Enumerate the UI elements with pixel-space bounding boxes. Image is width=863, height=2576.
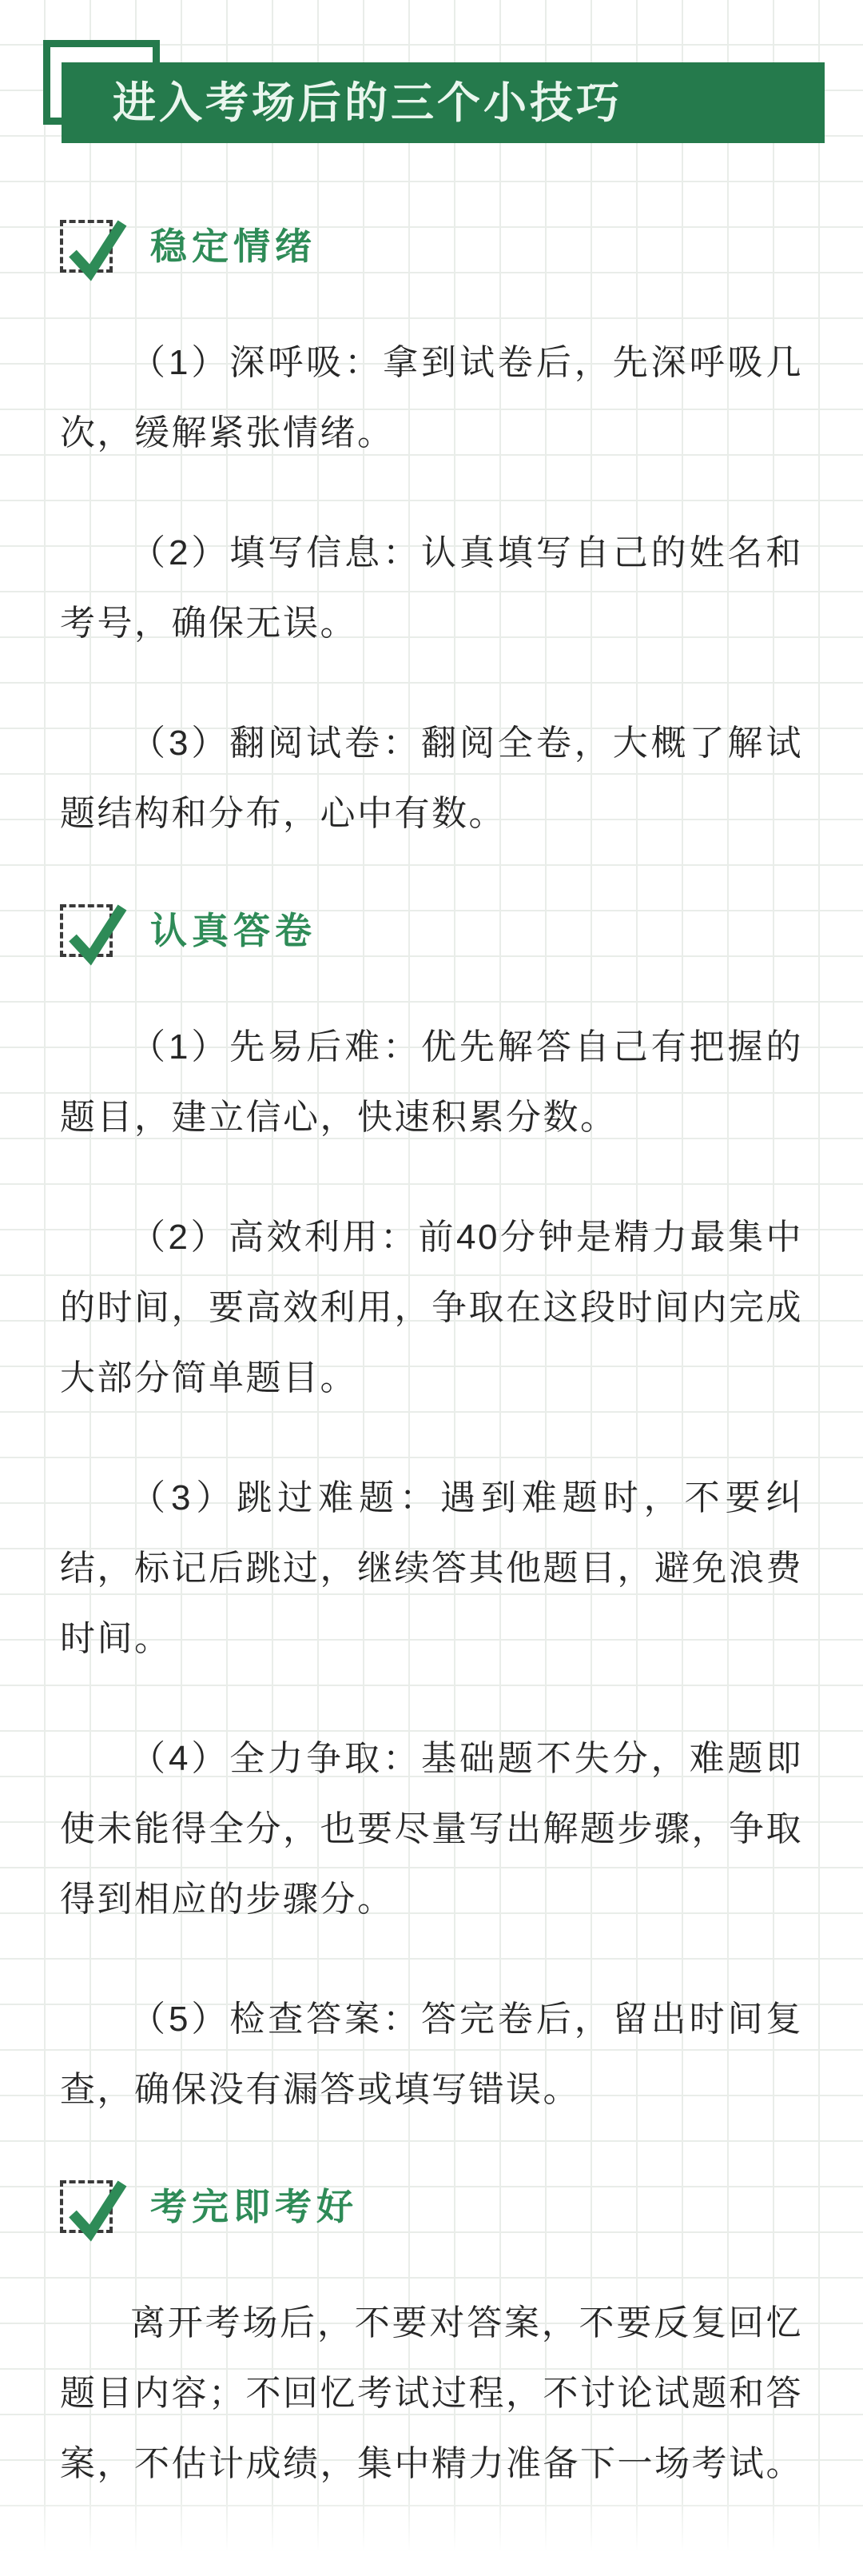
paragraph: （5）检查答案：答完卷后，留出时间复查，确保没有漏答或填写错误。 (60, 2000, 803, 2109)
paragraph: （4）全力争取：基础题不失分，难题即使未能得全分，也要尽量写出解题步骤，争取得到相应的步骤分。 (60, 1739, 803, 1919)
section-title: 认真答卷 (150, 910, 316, 951)
article-body (0, 214, 863, 2499)
section-exam-done-is-done (60, 2175, 803, 2499)
section-answer-carefully (60, 899, 803, 2125)
check-icon (65, 2172, 125, 2239)
checkbox-icon (60, 2180, 113, 2233)
paragraph: （2）填写信息：认真填写自己的姓名和考号，确保无误。 (60, 533, 803, 643)
check-icon (65, 212, 125, 279)
section-header (60, 899, 803, 963)
header (0, 0, 863, 190)
checkbox-icon (60, 904, 113, 957)
checkbox-icon (60, 220, 113, 273)
paragraph: 离开考场后，不要对答案，不要反复回忆题目内容；不回忆考试过程，不讨论试题和答案，不估计成绩，集中精力准备下一场考试。 (60, 2303, 803, 2483)
page-title: 进入考场后的三个小技巧 (113, 78, 622, 127)
paragraph: （3）翻阅试卷：翻阅全卷，大概了解试题结构和分布，心中有数。 (60, 724, 803, 833)
check-icon (65, 896, 125, 963)
paragraph: （1）先易后难：优先解答自己有把握的题目，建立信心，快速积累分数。 (60, 1027, 803, 1137)
section-steady-emotions (60, 214, 803, 849)
section-title: 稳定情绪 (150, 225, 316, 267)
paragraph: （3）跳过难题：遇到难题时，不要纠结，标记后跳过，继续答其他题目，避免浪费时间。 (60, 1478, 803, 1658)
paragraph: （2）高效利用：前40分钟是精力最集中的时间，要高效利用，争取在这段时间内完成大部分简单题目。 (60, 1218, 803, 1398)
section-header (60, 2175, 803, 2239)
section-header (60, 214, 803, 278)
header-banner (62, 62, 825, 143)
section-title: 考完即考好 (150, 2186, 358, 2227)
paragraph: （1）深呼吸：拿到试卷后，先深呼吸几次，缓解紧张情绪。 (60, 343, 803, 453)
